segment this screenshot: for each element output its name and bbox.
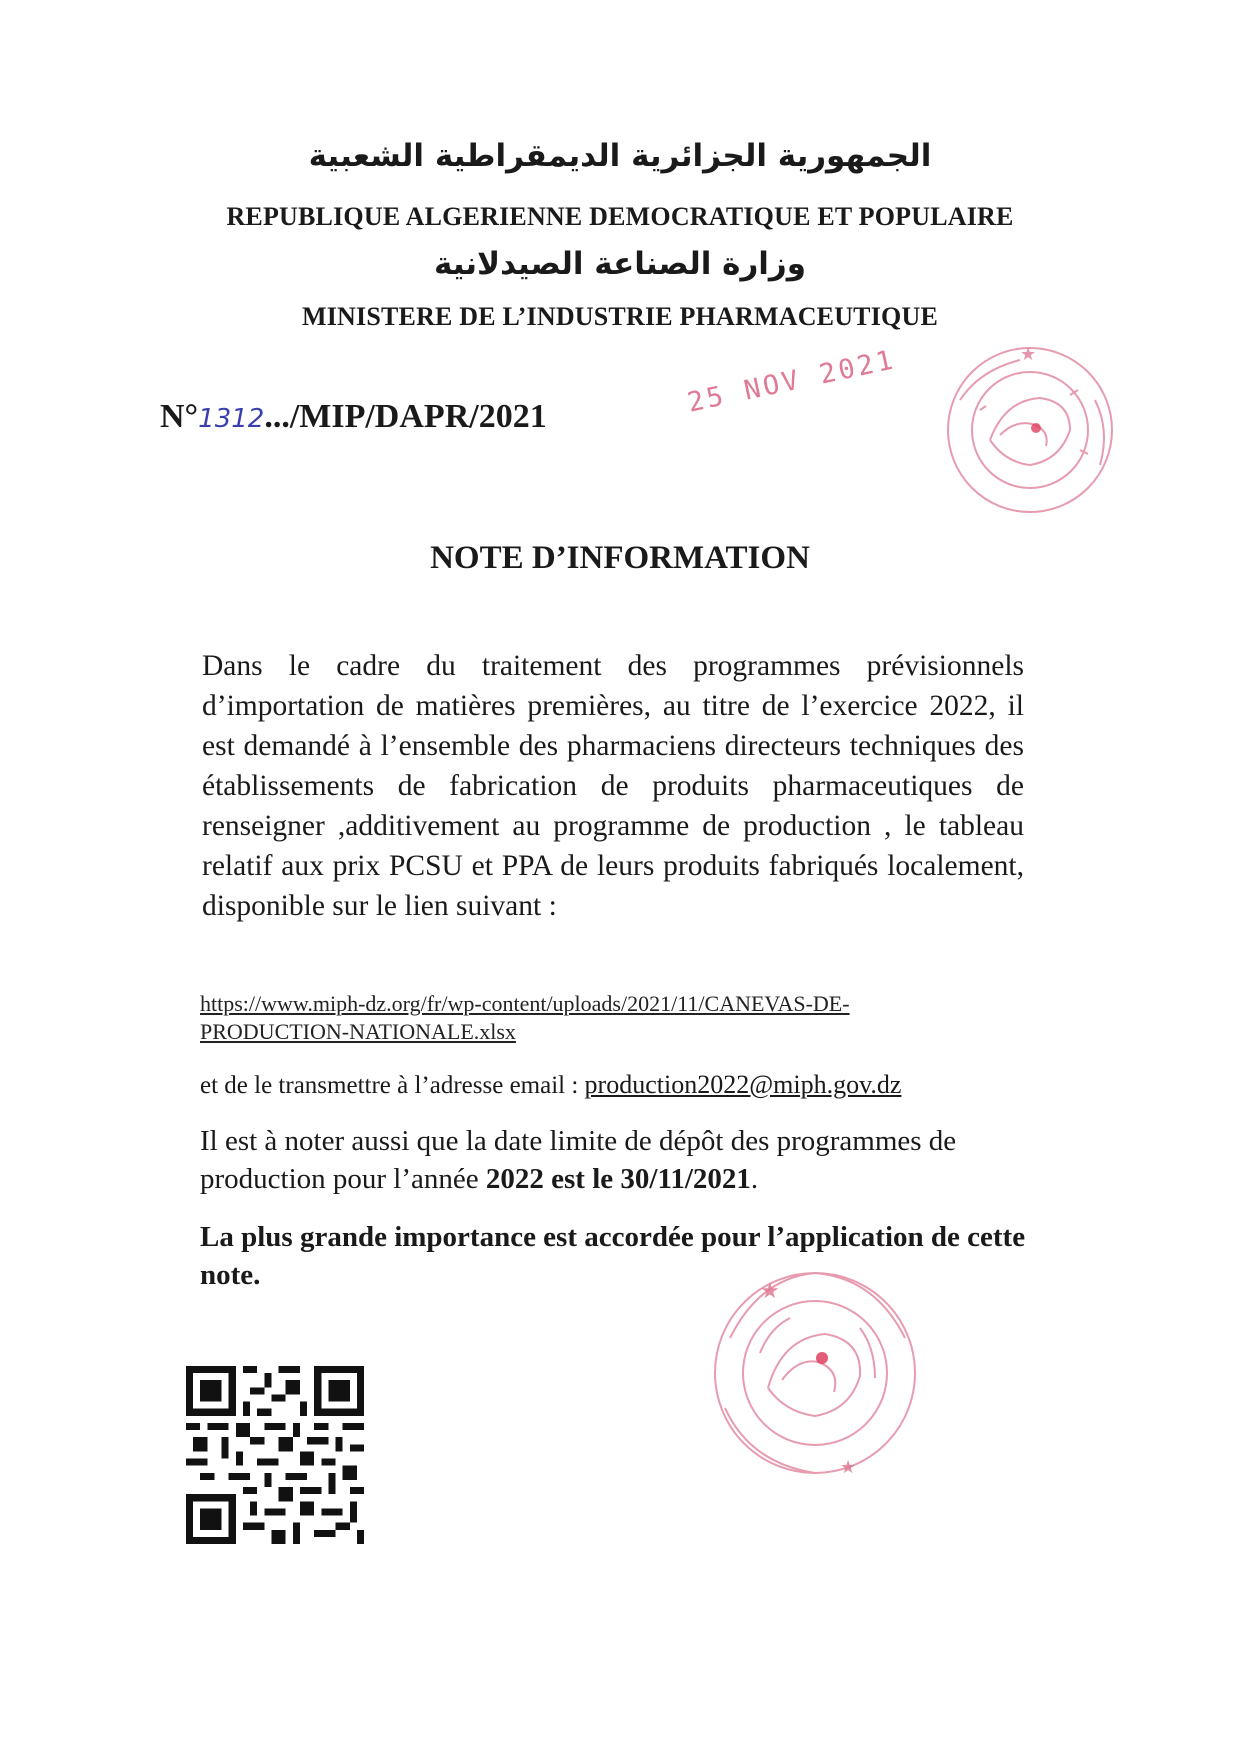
deadline-paragraph [200, 1122, 1030, 1198]
note-title: NOTE D’INFORMATION [430, 540, 810, 576]
closing-statement: La plus grande importance est accordée pour l’application de cette note. [200, 1221, 1026, 1291]
body-paragraph-1: Dans le cadre du traitement des programmes prévisionnels d’importation de matières premières, au titre de l’exercice 2022, il est demandé à l’ensemble des pharmaciens directeurs techniques des établissements de fabrication de produits pharmaceutiques de renseigner ,additivement au programme de production , le tableau relatif aux prix PCSU et PPA de leurs produits fabriqués localement, disponible sur le lien suivant : [202, 650, 1024, 922]
reference-suffix: /MIP/DAPR/2021 [289, 398, 547, 435]
svg-text:★: ★ [840, 1457, 857, 1478]
arabic-ministry-heading: وزارة الصناعة الصيدلانية [433, 246, 807, 282]
email-link[interactable]: production2022@miph.gov.dz [584, 1070, 902, 1099]
official-seal-top [920, 340, 1140, 520]
deadline-text: Il est à noter aussi que la date limite de dépôt des programmes de production pour l’année [200, 1125, 957, 1195]
republic-heading: REPUBLIQUE ALGERIENNE DEMOCRATIQUE ET POPULAIRE [226, 202, 1014, 231]
arabic-republic-heading: الجمهورية الجزائرية الديمقراطية الشعبية [308, 138, 932, 174]
reference-dots: ... [264, 398, 290, 435]
ministry-heading: MINISTERE DE L’INDUSTRIE PHARMACEUTIQUE [301, 302, 938, 331]
svg-text:★: ★ [760, 1279, 780, 1304]
official-seal-bottom [690, 1258, 940, 1488]
email-instruction-text: et de le transmettre à l’adresse email : [200, 1072, 585, 1099]
email-instruction [200, 1070, 901, 1100]
qr-code[interactable] [186, 1366, 364, 1544]
reference-prefix: N° [160, 398, 199, 435]
date-stamp: 25 NOV 2021 [684, 344, 899, 419]
deadline-suffix: . [750, 1163, 759, 1195]
deadline-date: 2022 est le 30/11/2021 [485, 1163, 751, 1195]
reference-handwritten-number: 1312 [198, 404, 265, 434]
reference-number [160, 398, 547, 436]
excel-download-link[interactable]: https://www.miph-dz.org/fr/wp-content/uploads/2021/11/CANEVAS-DE-PRODUCTION-NATIONALE.xlsx [200, 991, 850, 1044]
svg-text:★: ★ [1020, 344, 1037, 365]
